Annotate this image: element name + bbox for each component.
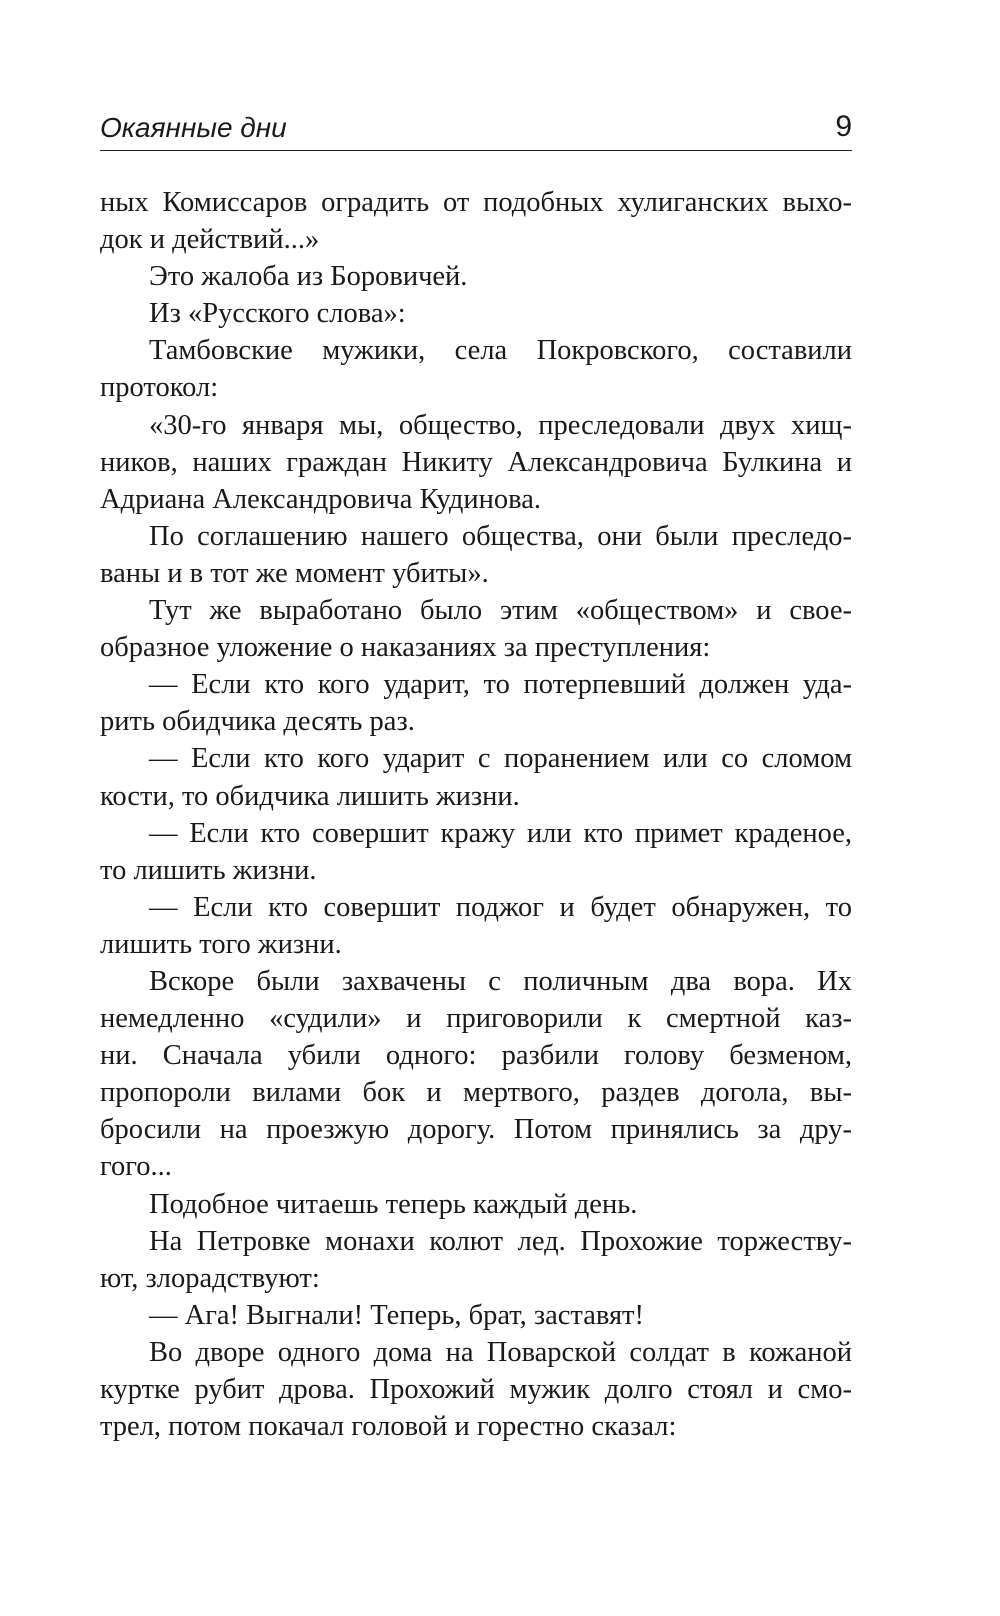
text-line: Подобное читаешь теперь каждый день. [149, 1188, 638, 1220]
text-line: Тут же выработано было этим «обществом» и свое- [149, 595, 852, 627]
text-line: На Петровке монахи колют лед. Прохожие торжеству- [149, 1225, 852, 1257]
text-line: Во дворе одного дома на Поварской солдат в кожаной [149, 1336, 852, 1368]
page-header [100, 108, 852, 151]
text-line: Вскоре были захвачены с поличным два вора. Их [149, 965, 852, 997]
text-line: Это жалоба из Боровичей. [149, 261, 468, 293]
text-line: протокол: [100, 372, 219, 404]
text-line: немедленно «судили» и приговорили к смертной каз- [100, 1003, 852, 1035]
text-line: ни. Сначала убили одного: разбили голову безменом, [100, 1040, 852, 1072]
text-line: ют, злорадствуют: [100, 1262, 320, 1294]
text-line: ных Комиссаров оградить от подобных хулиганских выхо- [100, 187, 852, 218]
text-line: куртке рубит дрова. Прохожий мужик долго стоял и смо- [100, 1374, 852, 1405]
text-line: Тамбовские мужики, села Покровского, составили [149, 335, 852, 367]
text-line: ников, наших граждан Никиту Александровича Булкина и [100, 446, 852, 478]
running-title: Окаянные дни [100, 112, 287, 143]
text-line: — Если кто совершит кражу или кто примет краденое, [149, 817, 852, 849]
text-line: По соглашению нашего общества, они были преследо- [149, 520, 852, 552]
text-line: гого... [100, 1151, 172, 1183]
body-text [100, 184, 852, 1445]
text-line: пропороли вилами бок и мертвого, раздев догола, вы- [100, 1077, 852, 1109]
text-line: то лишить жизни. [100, 854, 317, 886]
text-line: Адриана Александровича Кудинова. [100, 483, 541, 515]
text-line: бросили на проезжую дорогу. Потом принялись за дру- [100, 1114, 852, 1146]
text-line: Из «Русского слова»: [149, 298, 406, 330]
text-line: — Ага! Выгнали! Теперь, брат, заставят! [149, 1299, 644, 1331]
text-line: док и действий...» [100, 224, 320, 256]
text-line: рить обидчика десять раз. [100, 706, 415, 738]
page-number: 9 [835, 110, 852, 143]
text-line: образное уложение о наказаниях за преступления: [100, 632, 711, 664]
text-line: трел, потом покачал головой и горестно сказал: [100, 1411, 677, 1443]
text-line: кости, то обидчика лишить жизни. [100, 780, 520, 812]
text-line: — Если кто кого ударит, то потерпевший должен уда- [149, 669, 852, 701]
text-line: «30-го января мы, общество, преследовали двух хищ- [149, 409, 852, 441]
text-line: — Если кто кого ударит с поранением или со сломом [149, 743, 852, 775]
text-line: ваны и в тот же момент убиты». [100, 557, 489, 589]
text-line: лишить того жизни. [100, 928, 342, 960]
text-line: — Если кто совершит поджог и будет обнаружен, то [149, 891, 852, 923]
